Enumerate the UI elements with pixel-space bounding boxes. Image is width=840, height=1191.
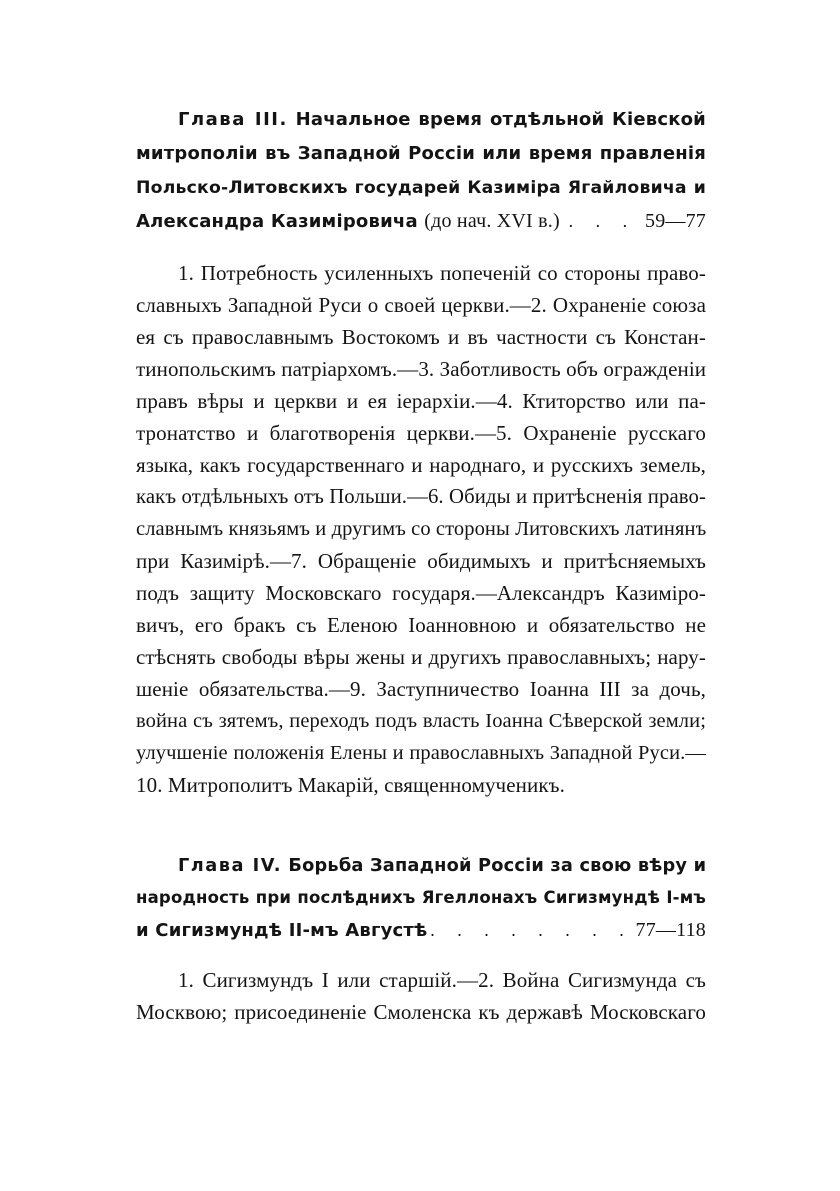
chapter-4-heading-line-1: [178, 852, 706, 880]
chapter-3-summary-line: славныхъ Западной Руси о своей церкви.—2. Охраненіе союза: [136, 293, 706, 317]
chapter-4-label: Глава IV.: [178, 856, 282, 876]
chapter-3-summary-line: стѣснять свободы вѣры жены и другихъ православныхъ; нару-: [136, 645, 706, 669]
chapter-4-heading-line-2: народность при послѣднихъ Ягеллонахъ Сигизмундѣ I-мъ: [136, 888, 706, 907]
chapter-3-label: Глава III.: [178, 109, 288, 130]
chapter-3-summary-line: подъ защиту Московскаго государя.—Александръ Казиміро-: [136, 581, 706, 605]
chapter-3-summary-line: правъ вѣры и церкви и ея іерархіи.—4. Ктиторство или па-: [136, 389, 706, 413]
chapter-3-heading-line-4: [136, 207, 706, 235]
chapter-4-summary-line: 1. Сигизмундъ I или старшій.—2. Война Сигизмунда съ: [178, 968, 706, 992]
chapter-4-page-range: 77—118: [635, 919, 706, 941]
chapter-4-heading-line-3: [136, 916, 706, 944]
chapter-4-title-line-3: и Сигизмундѣ II-мъ Августѣ: [136, 920, 428, 941]
chapter-3-summary-line: славнымъ князьямъ и другимъ со стороны Литовскихъ латинянъ: [136, 518, 707, 540]
chapter-3-summary-line: какъ отдѣльныхъ отъ Польши.—6. Обиды и притѣсненія право-: [136, 486, 706, 508]
chapter-3-summary-line: шеніе обязательства.—9. Заступничество Іоанна III за дочь,: [136, 677, 706, 701]
chapter-3-summary-line: ея съ православнымъ Востокомъ и въ частности съ Констан-: [136, 325, 706, 349]
chapter-3-title-line-1: Начальное время отдѣльной Кіевской: [295, 109, 706, 130]
chapter-3-title-line-4: [136, 207, 560, 236]
chapter-3-summary-line: тронатство и благотворенія церкви.—5. Охраненіе русскаго: [136, 421, 706, 445]
chapter-3-heading-line-2: митрополіи въ Западной Россіи или время правленія: [136, 143, 706, 164]
chapter-3-summary-line: вичъ, его бракъ съ Еленою Іоанновною и обязательство не: [136, 613, 706, 637]
chapter-4-leader-dots: . . . . . . . .: [430, 920, 633, 940]
chapter-4-summary-line: Москвою; присоединеніе Смоленска къ державѣ Московскаго: [136, 1000, 706, 1024]
chapter-3-summary-line: война съ зятемъ, переходъ подъ власть Іоанна Сѣверской земли;: [136, 710, 706, 732]
chapter-3-summary-line: 10. Митрополитъ Макарій, священномученикъ.: [136, 773, 565, 797]
chapter-3-title-end: Александра Казиміровича: [136, 211, 418, 232]
chapter-3-page-range: 59—77: [645, 210, 706, 232]
chapter-3-summary-line: улучшеніе положенія Елены и православныхъ Западной Руси.—: [136, 742, 706, 764]
chapter-3-heading-line-1: [178, 106, 706, 134]
chapter-3-leader-dots: . . .: [568, 211, 637, 231]
chapter-3-summary-line: 1. Потребность усиленныхъ попеченій со стороны право-: [178, 261, 706, 285]
chapter-4-title-line-1: Борьба Западной Россіи за свою вѣру и: [288, 856, 707, 876]
chapter-3-date-note: (до нач. XVI в.): [424, 210, 560, 232]
chapter-3-summary-line: языка, какъ государственнаго и народнаго, и русскихъ земель,: [136, 453, 706, 477]
chapter-3-summary-line: при Казимірѣ.—7. Обращеніе обидимыхъ и притѣсняемыхъ: [136, 549, 706, 573]
chapter-3-heading-line-3: Польско-Литовскихъ государей Казиміра Ягайловича и: [136, 178, 706, 198]
chapter-3-summary-line: тинопольскимъ патріархомъ.—3. Заботливость объ огражденіи: [136, 357, 707, 381]
